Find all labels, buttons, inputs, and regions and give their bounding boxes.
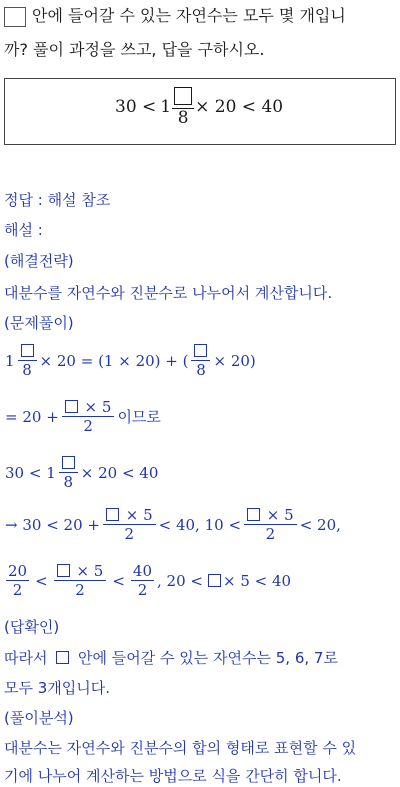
math-line-5 bbox=[4, 562, 292, 599]
blank-box-icon bbox=[194, 344, 207, 357]
answer-label: 정답 : 해설 참조 bbox=[4, 191, 111, 209]
m2-start: = 20 + bbox=[5, 407, 59, 426]
m5-fraction-1 bbox=[5, 562, 30, 599]
check-b: 안에 들어갈 수 있는 자연수는 5, 6, 7로 bbox=[78, 649, 338, 667]
blank-box-icon bbox=[106, 508, 119, 521]
m2-num-text: × 5 bbox=[84, 398, 112, 416]
m5-num-1: 20 bbox=[8, 562, 28, 580]
check-a: 따라서 bbox=[4, 649, 48, 667]
m3-num bbox=[59, 454, 78, 473]
m1-fraction bbox=[17, 342, 38, 379]
blank-box-icon bbox=[62, 456, 75, 469]
m1-end: × 20) bbox=[213, 351, 256, 370]
m4-start: → 30 < 20 + bbox=[5, 515, 100, 534]
m1-num bbox=[18, 342, 37, 361]
m4-den-1: 2 bbox=[124, 525, 135, 543]
math-line-2 bbox=[4, 398, 162, 435]
m4-num-2 bbox=[244, 506, 297, 525]
m3-den: 8 bbox=[63, 473, 74, 491]
m4-den-2: 2 bbox=[265, 525, 276, 543]
math-line-3 bbox=[4, 454, 159, 491]
m5-den-1: 2 bbox=[12, 581, 23, 599]
m5-lt-1: < bbox=[35, 571, 48, 590]
strategy-text: 대분수를 자연수와 진분수로 나누어서 계산합니다. bbox=[4, 284, 333, 302]
m2-num bbox=[62, 398, 115, 417]
m3-end: × 20 < 40 bbox=[80, 463, 159, 482]
blank-box-icon bbox=[208, 574, 221, 587]
math-line-1 bbox=[4, 342, 257, 379]
blank-box-icon bbox=[21, 344, 34, 357]
m1-fraction-2 bbox=[190, 342, 211, 379]
blank-box-icon bbox=[247, 508, 260, 521]
m5-lt-2: < bbox=[112, 571, 125, 590]
question-text-2: 까? 풀이 과정을 쓰고, 답을 구하시오. bbox=[4, 40, 265, 59]
check-line-1 bbox=[4, 648, 338, 668]
expr-fraction bbox=[172, 87, 194, 127]
question-expression bbox=[115, 87, 283, 127]
m2-den: 2 bbox=[83, 417, 93, 435]
m5-den-2: 2 bbox=[75, 581, 85, 599]
check-line-2: 모두 3개입니다. bbox=[4, 679, 111, 697]
m4-fraction-1 bbox=[102, 506, 157, 543]
expr-numerator bbox=[172, 87, 194, 109]
question-line-2 bbox=[4, 40, 264, 60]
analysis-line-1: 대분수는 자연수와 진분수의 합의 형태로 표현할 수 있 bbox=[4, 739, 357, 757]
m4-num-1-text: × 5 bbox=[125, 506, 153, 524]
m4-mid: < 40, 10 < bbox=[158, 515, 242, 534]
m5-num-3: 40 bbox=[132, 562, 153, 580]
m1-mid: × 20 = (1 × 20) + ( bbox=[39, 351, 189, 370]
m1-den-2: 8 bbox=[196, 361, 206, 379]
blank-box-icon bbox=[56, 651, 69, 664]
analysis-title: (풀이분석) bbox=[4, 709, 74, 727]
math-line-4 bbox=[4, 506, 342, 543]
expr-whole: 1 bbox=[160, 97, 172, 117]
m4-end: < 20, bbox=[299, 515, 341, 534]
m1-num-2 bbox=[191, 342, 210, 361]
question-line-1 bbox=[4, 6, 346, 27]
blank-box-icon bbox=[57, 564, 70, 577]
expr-right: × 20 < 40 bbox=[195, 97, 284, 117]
m2-fraction bbox=[61, 398, 116, 435]
m2-end: 이므로 bbox=[117, 408, 161, 426]
m4-fraction-2 bbox=[243, 506, 298, 543]
m4-num-1 bbox=[103, 506, 156, 525]
m1-den: 8 bbox=[22, 361, 32, 379]
m4-num-2-text: × 5 bbox=[266, 506, 294, 524]
solution-title: (문제풀이) bbox=[4, 314, 74, 332]
strategy-title: (해결전략) bbox=[4, 252, 74, 270]
blank-box-icon bbox=[4, 7, 26, 27]
m1-whole: 1 bbox=[5, 351, 15, 370]
expr-left: 30 < bbox=[115, 97, 157, 117]
m5-den-3: 2 bbox=[137, 581, 148, 599]
m5-fraction-3 bbox=[130, 562, 155, 599]
expression-frame bbox=[4, 78, 396, 145]
blank-box-icon bbox=[174, 87, 192, 105]
m3-fraction bbox=[58, 454, 79, 491]
expr-denominator: 8 bbox=[177, 108, 189, 128]
question-text-1: 안에 들어갈 수 있는 자연수는 모두 몇 개입니 bbox=[32, 6, 346, 25]
explain-label: 해설 : bbox=[4, 221, 43, 239]
m5-mid: , 20 < bbox=[157, 571, 203, 590]
analysis-line-2: 기에 나누어 계산하는 방법으로 식을 간단히 합니다. bbox=[4, 767, 342, 785]
m5-num-2 bbox=[54, 562, 107, 581]
blank-box-icon bbox=[65, 400, 78, 413]
check-title: (답확인) bbox=[4, 618, 60, 636]
m3-start: 30 < 1 bbox=[5, 463, 56, 482]
m5-num-2-text: × 5 bbox=[76, 562, 104, 580]
m5-end: × 5 < 40 bbox=[222, 571, 292, 590]
m5-fraction-2 bbox=[53, 562, 108, 599]
